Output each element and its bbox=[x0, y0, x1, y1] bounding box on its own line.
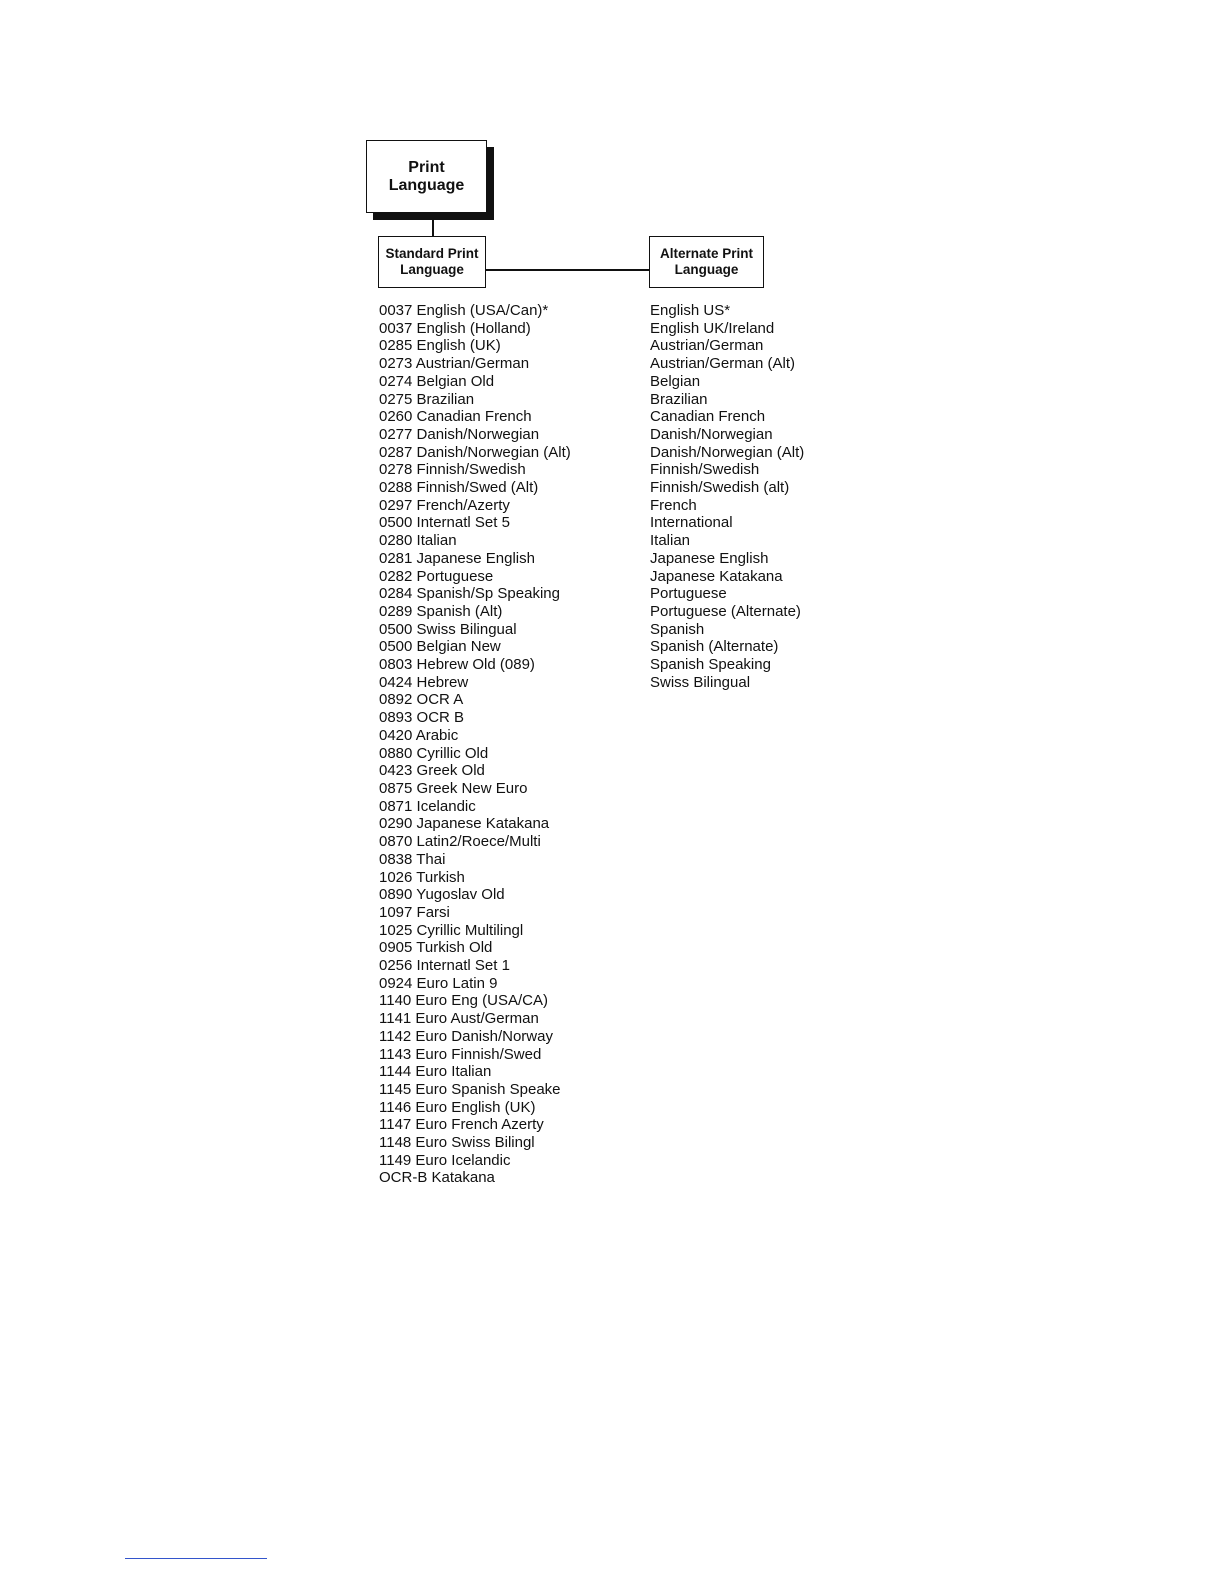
alternate-language-option: Canadian French bbox=[650, 408, 766, 426]
standard-language-option: 0924 Euro Latin 9 bbox=[379, 974, 498, 992]
standard-to-alternate-connector bbox=[486, 269, 649, 271]
alternate-language-option: Belgian bbox=[650, 372, 701, 390]
alternate-language-option: Portuguese (Alternate) bbox=[650, 602, 801, 620]
print-language-title-line2: Language bbox=[388, 176, 465, 194]
alternate-print-language-title-line2: Language bbox=[674, 262, 739, 277]
print-language-node bbox=[366, 140, 487, 213]
alternate-language-option: Spanish Speaking bbox=[650, 656, 771, 674]
standard-language-option: 0423 Greek Old bbox=[379, 762, 485, 780]
standard-language-option: 0803 Hebrew Old (089) bbox=[379, 656, 535, 674]
standard-language-option: 1148 Euro Swiss Bilingl bbox=[379, 1134, 535, 1152]
alternate-language-option: Spanish (Alternate) bbox=[650, 638, 779, 656]
standard-language-list bbox=[379, 302, 571, 1187]
standard-language-option: 1149 Euro Icelandic bbox=[379, 1151, 511, 1169]
alternate-print-language-node bbox=[649, 236, 764, 288]
standard-language-option: OCR-B Katakana bbox=[379, 1169, 495, 1187]
alternate-language-option: Japanese Katakana bbox=[650, 567, 783, 585]
standard-language-option: 0420 Arabic bbox=[379, 726, 459, 744]
standard-language-option: 0905 Turkish Old bbox=[379, 939, 493, 957]
standard-print-language-title-line2: Language bbox=[400, 262, 464, 277]
standard-language-option: 0880 Cyrillic Old bbox=[379, 744, 489, 762]
alternate-language-option: Swiss Bilingual bbox=[650, 673, 751, 691]
alternate-language-option: Spanish bbox=[650, 620, 705, 638]
standard-language-option: 1097 Farsi bbox=[379, 903, 450, 921]
standard-language-option: 1143 Euro Finnish/Swed bbox=[379, 1045, 542, 1063]
standard-language-option: 1026 Turkish bbox=[379, 868, 465, 886]
standard-language-option: 0277 Danish/Norwegian bbox=[379, 425, 540, 443]
standard-language-option: 0500 Belgian New bbox=[379, 638, 501, 656]
alternate-language-option: Brazilian bbox=[650, 390, 708, 408]
alternate-language-option: Austrian/German (Alt) bbox=[650, 355, 796, 373]
standard-language-option: 0037 English (Holland) bbox=[379, 319, 531, 337]
standard-language-option: 0875 Greek New Euro bbox=[379, 779, 528, 797]
standard-language-option: 0890 Yugoslav Old bbox=[379, 886, 505, 904]
standard-language-option: 0256 Internatl Set 1 bbox=[379, 957, 510, 975]
standard-language-option: 0288 Finnish/Swed (Alt) bbox=[379, 479, 539, 497]
alternate-language-option: International bbox=[650, 514, 733, 532]
standard-language-option: 0273 Austrian/German bbox=[379, 355, 530, 373]
alternate-print-language-title-line1: Alternate Print bbox=[659, 246, 754, 261]
alternate-language-option: English US* bbox=[650, 302, 731, 319]
print-language-title-line1: Print bbox=[408, 158, 445, 176]
standard-language-option: 0287 Danish/Norwegian (Alt) bbox=[379, 443, 571, 461]
standard-language-option: 0260 Canadian French bbox=[379, 408, 532, 426]
alternate-language-option: Italian bbox=[650, 532, 691, 550]
alternate-language-option: Finnish/Swedish (alt) bbox=[650, 479, 790, 497]
standard-language-option: 0893 OCR B bbox=[379, 709, 465, 727]
standard-language-option: 0275 Brazilian bbox=[379, 390, 475, 408]
alternate-language-option: Finnish/Swedish bbox=[650, 461, 760, 479]
alternate-language-option: English UK/Ireland bbox=[650, 319, 775, 337]
alternate-language-option: Danish/Norwegian (Alt) bbox=[650, 443, 805, 461]
standard-language-option: 1147 Euro French Azerty bbox=[379, 1116, 544, 1134]
standard-language-option: 0280 Italian bbox=[379, 532, 457, 550]
alternate-language-option: Japanese English bbox=[650, 549, 769, 567]
alternate-language-option: French bbox=[650, 496, 697, 514]
standard-language-option: 1145 Euro Spanish Speake bbox=[379, 1080, 561, 1098]
standard-language-option: 0870 Latin2/Roece/Multi bbox=[379, 833, 541, 851]
standard-language-option: 0892 OCR A bbox=[379, 691, 464, 709]
standard-language-option: 0424 Hebrew bbox=[379, 673, 469, 691]
standard-language-option: 0871 Icelandic bbox=[379, 797, 476, 815]
standard-language-option: 1142 Euro Danish/Norway bbox=[379, 1027, 553, 1045]
standard-language-option: 0278 Finnish/Swedish bbox=[379, 461, 526, 479]
standard-language-option: 0500 Internatl Set 5 bbox=[379, 514, 510, 532]
standard-language-option: 0285 English (UK) bbox=[379, 337, 501, 355]
standard-language-option: 0037 English (USA/Can)* bbox=[379, 302, 549, 319]
standard-language-option: 0838 Thai bbox=[379, 850, 446, 868]
standard-print-language-title-line1: Standard Print bbox=[385, 246, 479, 261]
alternate-language-option: Austrian/German bbox=[650, 337, 764, 355]
standard-print-language-node bbox=[378, 236, 486, 288]
root-to-standard-connector bbox=[432, 213, 434, 236]
standard-language-option: 0289 Spanish (Alt) bbox=[379, 602, 503, 620]
standard-language-option: 1146 Euro English (UK) bbox=[379, 1098, 536, 1116]
standard-language-option: 1025 Cyrillic Multilingl bbox=[379, 921, 524, 939]
standard-language-option: 0500 Swiss Bilingual bbox=[379, 620, 517, 638]
standard-language-option: 0297 French/Azerty bbox=[379, 496, 510, 514]
standard-language-option: 1144 Euro Italian bbox=[379, 1063, 492, 1081]
standard-language-option: 0284 Spanish/Sp Speaking bbox=[379, 585, 560, 603]
standard-language-option: 0274 Belgian Old bbox=[379, 372, 495, 390]
standard-language-option: 1141 Euro Aust/German bbox=[379, 1010, 539, 1028]
alternate-language-list bbox=[650, 302, 804, 691]
standard-language-option: 0282 Portuguese bbox=[379, 567, 494, 585]
standard-language-option: 0290 Japanese Katakana bbox=[379, 815, 550, 833]
alternate-language-option: Danish/Norwegian bbox=[650, 425, 773, 443]
footer-rule bbox=[125, 1558, 267, 1559]
alternate-language-option: Portuguese bbox=[650, 585, 727, 603]
standard-language-option: 1140 Euro Eng (USA/CA) bbox=[379, 992, 548, 1010]
standard-language-option: 0281 Japanese English bbox=[379, 549, 535, 567]
